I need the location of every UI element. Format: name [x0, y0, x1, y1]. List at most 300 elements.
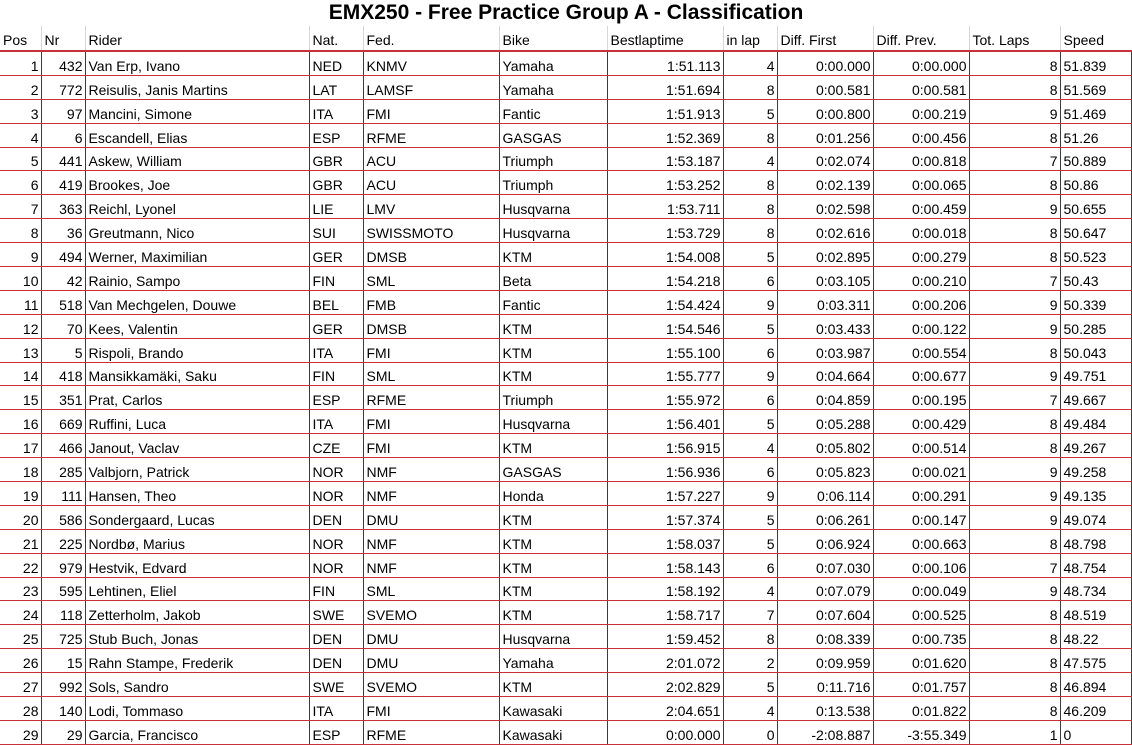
cell-rider: Ruffini, Luca [85, 410, 309, 434]
cell-diff-first: 0:06.924 [777, 529, 873, 553]
cell-pos: 1 [0, 51, 41, 75]
cell-diff-prev: -3:55.349 [873, 720, 969, 744]
cell-nr: 118 [41, 601, 85, 625]
cell-nr: 36 [41, 219, 85, 243]
cell-nat: NED [309, 51, 363, 75]
table-row [0, 697, 1131, 721]
cell-pos: 6 [0, 171, 41, 195]
cell-nr: 5 [41, 338, 85, 362]
cell-nat: GBR [309, 171, 363, 195]
cell-speed: 0 [1060, 720, 1131, 744]
cell-diff-prev: 0:00.147 [873, 505, 969, 529]
cell-fed: DMU [363, 649, 499, 673]
cell-bestlaptime: 1:56.401 [607, 410, 723, 434]
col-header-pos: Pos [0, 26, 41, 51]
cell-speed: 49.135 [1060, 482, 1131, 506]
cell-in-lap: 4 [723, 147, 777, 171]
cell-fed: ACU [363, 171, 499, 195]
cell-in-lap: 6 [723, 553, 777, 577]
cell-tot-laps: 9 [969, 482, 1060, 506]
cell-bike: KTM [499, 673, 607, 697]
cell-rider: Greutmann, Nico [85, 219, 309, 243]
cell-speed: 48.734 [1060, 577, 1131, 601]
cell-diff-prev: 0:00.525 [873, 601, 969, 625]
cell-rider: Brookes, Joe [85, 171, 309, 195]
cell-in-lap: 8 [723, 625, 777, 649]
cell-rider: Escandell, Elias [85, 123, 309, 147]
cell-bestlaptime: 1:51.694 [607, 75, 723, 99]
cell-nr: 979 [41, 553, 85, 577]
cell-pos: 25 [0, 625, 41, 649]
table-row [0, 720, 1131, 744]
cell-fed: LMV [363, 195, 499, 219]
cell-bestlaptime: 1:52.369 [607, 123, 723, 147]
cell-nr: 494 [41, 243, 85, 267]
cell-diff-first: 0:07.030 [777, 553, 873, 577]
cell-diff-first: 0:00.581 [777, 75, 873, 99]
table-row [0, 673, 1131, 697]
cell-pos: 27 [0, 673, 41, 697]
cell-nr: 466 [41, 434, 85, 458]
cell-bike: Kawasaki [499, 697, 607, 721]
table-row [0, 386, 1131, 410]
cell-nat: SWE [309, 601, 363, 625]
cell-fed: NMF [363, 458, 499, 482]
cell-speed: 49.667 [1060, 386, 1131, 410]
col-header-bike: Bike [499, 26, 607, 51]
cell-diff-prev: 0:01.757 [873, 673, 969, 697]
cell-pos: 22 [0, 553, 41, 577]
col-header-tot-laps: Tot. Laps [969, 26, 1060, 51]
cell-nat: FIN [309, 577, 363, 601]
cell-bike: Fantic [499, 290, 607, 314]
page-title: EMX250 - Free Practice Group A - Classification [328, 1, 804, 24]
table-row [0, 338, 1131, 362]
cell-bike: Kawasaki [499, 720, 607, 744]
table-row [0, 601, 1131, 625]
col-header-diff-prev: Diff. Prev. [873, 26, 969, 51]
cell-fed: NMF [363, 482, 499, 506]
cell-nat: ESP [309, 386, 363, 410]
cell-tot-laps: 7 [969, 267, 1060, 291]
cell-bike: Husqvarna [499, 625, 607, 649]
table-row [0, 290, 1131, 314]
cell-nat: DEN [309, 625, 363, 649]
cell-rider: Van Erp, Ivano [85, 51, 309, 75]
cell-pos: 13 [0, 338, 41, 362]
cell-in-lap: 8 [723, 123, 777, 147]
cell-diff-prev: 0:00.122 [873, 314, 969, 338]
cell-bike: KTM [499, 601, 607, 625]
cell-diff-prev: 0:00.818 [873, 147, 969, 171]
cell-bike: KTM [499, 434, 607, 458]
cell-speed: 46.894 [1060, 673, 1131, 697]
cell-pos: 21 [0, 529, 41, 553]
cell-diff-first: 0:08.339 [777, 625, 873, 649]
cell-diff-prev: 0:00.429 [873, 410, 969, 434]
cell-nat: DEN [309, 505, 363, 529]
cell-diff-first: 0:05.823 [777, 458, 873, 482]
cell-nr: 432 [41, 51, 85, 75]
table-row [0, 362, 1131, 386]
cell-nat: SWE [309, 673, 363, 697]
cell-diff-prev: 0:00.459 [873, 195, 969, 219]
cell-bestlaptime: 0:00.000 [607, 720, 723, 744]
table-row [0, 577, 1131, 601]
table-row [0, 410, 1131, 434]
cell-rider: Prat, Carlos [85, 386, 309, 410]
cell-diff-prev: 0:00.291 [873, 482, 969, 506]
cell-fed: NMF [363, 529, 499, 553]
cell-bike: KTM [499, 338, 607, 362]
cell-speed: 46.209 [1060, 697, 1131, 721]
col-header-rider: Rider [85, 26, 309, 51]
cell-fed: SML [363, 267, 499, 291]
cell-bike: Triumph [499, 386, 607, 410]
cell-bike: KTM [499, 243, 607, 267]
cell-diff-prev: 0:00.195 [873, 386, 969, 410]
cell-fed: SVEMO [363, 673, 499, 697]
cell-diff-prev: 0:01.620 [873, 649, 969, 673]
cell-nat: SUI [309, 219, 363, 243]
cell-bike: Fantic [499, 99, 607, 123]
cell-rider: Lodi, Tommaso [85, 697, 309, 721]
cell-diff-first: 0:09.959 [777, 649, 873, 673]
cell-nr: 669 [41, 410, 85, 434]
cell-bestlaptime: 1:53.187 [607, 147, 723, 171]
cell-tot-laps: 8 [969, 123, 1060, 147]
cell-pos: 16 [0, 410, 41, 434]
cell-tot-laps: 9 [969, 195, 1060, 219]
cell-nat: LIE [309, 195, 363, 219]
cell-diff-first: 0:03.105 [777, 267, 873, 291]
cell-tot-laps: 8 [969, 649, 1060, 673]
cell-pos: 18 [0, 458, 41, 482]
cell-diff-first: 0:02.616 [777, 219, 873, 243]
cell-nr: 772 [41, 75, 85, 99]
cell-tot-laps: 9 [969, 290, 1060, 314]
cell-pos: 26 [0, 649, 41, 673]
cell-fed: DMSB [363, 314, 499, 338]
cell-rider: Mansikkamäki, Saku [85, 362, 309, 386]
cell-bike: Yamaha [499, 51, 607, 75]
cell-diff-prev: 0:00.514 [873, 434, 969, 458]
cell-pos: 10 [0, 267, 41, 291]
cell-fed: KNMV [363, 51, 499, 75]
cell-fed: FMI [363, 99, 499, 123]
cell-nr: 225 [41, 529, 85, 553]
cell-pos: 15 [0, 386, 41, 410]
cell-diff-first: -2:08.887 [777, 720, 873, 744]
cell-rider: Lehtinen, Eliel [85, 577, 309, 601]
cell-in-lap: 6 [723, 458, 777, 482]
cell-fed: DMSB [363, 243, 499, 267]
cell-nr: 140 [41, 697, 85, 721]
cell-fed: FMB [363, 290, 499, 314]
cell-fed: SML [363, 577, 499, 601]
cell-pos: 29 [0, 720, 41, 744]
cell-bestlaptime: 1:54.218 [607, 267, 723, 291]
cell-fed: FMI [363, 338, 499, 362]
cell-tot-laps: 7 [969, 553, 1060, 577]
cell-diff-prev: 0:00.021 [873, 458, 969, 482]
cell-nr: 97 [41, 99, 85, 123]
cell-pos: 4 [0, 123, 41, 147]
cell-bestlaptime: 2:01.072 [607, 649, 723, 673]
cell-diff-first: 0:00.000 [777, 51, 873, 75]
cell-in-lap: 7 [723, 601, 777, 625]
cell-rider: Zetterholm, Jakob [85, 601, 309, 625]
cell-diff-prev: 0:00.677 [873, 362, 969, 386]
cell-fed: SWISSMOTO [363, 219, 499, 243]
cell-bestlaptime: 1:58.143 [607, 553, 723, 577]
cell-fed: RFME [363, 123, 499, 147]
cell-tot-laps: 8 [969, 171, 1060, 195]
cell-pos: 19 [0, 482, 41, 506]
col-header-speed: Speed [1060, 26, 1131, 51]
cell-diff-first: 0:06.261 [777, 505, 873, 529]
cell-tot-laps: 8 [969, 601, 1060, 625]
table-row [0, 482, 1131, 506]
cell-tot-laps: 8 [969, 219, 1060, 243]
cell-diff-prev: 0:00.206 [873, 290, 969, 314]
classification-table [0, 26, 1132, 745]
cell-bike: Beta [499, 267, 607, 291]
cell-fed: LAMSF [363, 75, 499, 99]
cell-rider: Stub Buch, Jonas [85, 625, 309, 649]
cell-speed: 48.754 [1060, 553, 1131, 577]
cell-diff-prev: 0:00.210 [873, 267, 969, 291]
cell-rider: Mancini, Simone [85, 99, 309, 123]
cell-nat: GBR [309, 147, 363, 171]
cell-nat: NOR [309, 553, 363, 577]
col-header-in-lap: in lap [723, 26, 777, 51]
cell-bike: KTM [499, 314, 607, 338]
cell-tot-laps: 7 [969, 386, 1060, 410]
cell-diff-first: 0:06.114 [777, 482, 873, 506]
cell-speed: 49.258 [1060, 458, 1131, 482]
cell-in-lap: 9 [723, 362, 777, 386]
cell-bestlaptime: 1:55.777 [607, 362, 723, 386]
cell-pos: 5 [0, 147, 41, 171]
cell-in-lap: 4 [723, 51, 777, 75]
cell-tot-laps: 8 [969, 51, 1060, 75]
cell-tot-laps: 8 [969, 410, 1060, 434]
table-row [0, 219, 1131, 243]
cell-in-lap: 5 [723, 673, 777, 697]
cell-in-lap: 5 [723, 410, 777, 434]
cell-nr: 351 [41, 386, 85, 410]
cell-nat: GER [309, 314, 363, 338]
cell-bestlaptime: 1:51.113 [607, 51, 723, 75]
table-row [0, 553, 1131, 577]
cell-nr: 70 [41, 314, 85, 338]
cell-diff-prev: 0:00.279 [873, 243, 969, 267]
cell-diff-first: 0:05.802 [777, 434, 873, 458]
cell-nr: 111 [41, 482, 85, 506]
cell-diff-prev: 0:00.581 [873, 75, 969, 99]
cell-nr: 419 [41, 171, 85, 195]
cell-speed: 50.285 [1060, 314, 1131, 338]
cell-fed: DMU [363, 505, 499, 529]
cell-rider: Rainio, Sampo [85, 267, 309, 291]
cell-bestlaptime: 1:54.008 [607, 243, 723, 267]
cell-nat: DEN [309, 649, 363, 673]
cell-tot-laps: 8 [969, 697, 1060, 721]
cell-in-lap: 8 [723, 75, 777, 99]
cell-tot-laps: 9 [969, 314, 1060, 338]
cell-in-lap: 9 [723, 290, 777, 314]
cell-diff-first: 0:07.604 [777, 601, 873, 625]
cell-pos: 12 [0, 314, 41, 338]
cell-in-lap: 2 [723, 649, 777, 673]
cell-in-lap: 8 [723, 195, 777, 219]
table-row [0, 75, 1131, 99]
cell-in-lap: 6 [723, 386, 777, 410]
cell-speed: 51.469 [1060, 99, 1131, 123]
cell-pos: 9 [0, 243, 41, 267]
cell-bike: Husqvarna [499, 195, 607, 219]
cell-tot-laps: 9 [969, 505, 1060, 529]
cell-diff-first: 0:13.538 [777, 697, 873, 721]
table-row [0, 147, 1131, 171]
cell-speed: 50.889 [1060, 147, 1131, 171]
cell-nat: ESP [309, 720, 363, 744]
cell-rider: Van Mechgelen, Douwe [85, 290, 309, 314]
cell-tot-laps: 9 [969, 362, 1060, 386]
cell-diff-first: 0:04.664 [777, 362, 873, 386]
cell-nat: ITA [309, 99, 363, 123]
cell-pos: 7 [0, 195, 41, 219]
table-row [0, 434, 1131, 458]
cell-bike: GASGAS [499, 123, 607, 147]
cell-in-lap: 5 [723, 99, 777, 123]
cell-bike: Triumph [499, 147, 607, 171]
table-row [0, 195, 1131, 219]
cell-in-lap: 5 [723, 314, 777, 338]
cell-bestlaptime: 1:54.424 [607, 290, 723, 314]
cell-nat: CZE [309, 434, 363, 458]
cell-speed: 51.839 [1060, 51, 1131, 75]
cell-nr: 15 [41, 649, 85, 673]
cell-bike: KTM [499, 529, 607, 553]
cell-bike: Honda [499, 482, 607, 506]
cell-fed: NMF [363, 553, 499, 577]
cell-in-lap: 5 [723, 243, 777, 267]
cell-in-lap: 6 [723, 267, 777, 291]
cell-in-lap: 8 [723, 219, 777, 243]
cell-speed: 49.751 [1060, 362, 1131, 386]
cell-tot-laps: 8 [969, 529, 1060, 553]
table-row [0, 99, 1131, 123]
cell-pos: 23 [0, 577, 41, 601]
cell-diff-first: 0:02.598 [777, 195, 873, 219]
cell-tot-laps: 9 [969, 458, 1060, 482]
cell-diff-prev: 0:00.735 [873, 625, 969, 649]
cell-speed: 50.339 [1060, 290, 1131, 314]
cell-tot-laps: 1 [969, 720, 1060, 744]
cell-bestlaptime: 1:56.915 [607, 434, 723, 458]
cell-bestlaptime: 1:55.972 [607, 386, 723, 410]
cell-in-lap: 0 [723, 720, 777, 744]
cell-bestlaptime: 1:55.100 [607, 338, 723, 362]
cell-speed: 49.267 [1060, 434, 1131, 458]
cell-speed: 48.22 [1060, 625, 1131, 649]
cell-bike: KTM [499, 577, 607, 601]
cell-rider: Valbjorn, Patrick [85, 458, 309, 482]
cell-in-lap: 5 [723, 505, 777, 529]
cell-bike: Yamaha [499, 75, 607, 99]
col-header-fed: Fed. [363, 26, 499, 51]
cell-in-lap: 4 [723, 577, 777, 601]
cell-nat: BEL [309, 290, 363, 314]
cell-rider: Rahn Stampe, Frederik [85, 649, 309, 673]
cell-diff-prev: 0:00.106 [873, 553, 969, 577]
cell-nat: ITA [309, 697, 363, 721]
table-row [0, 505, 1131, 529]
cell-rider: Garcia, Francisco [85, 720, 309, 744]
cell-speed: 49.074 [1060, 505, 1131, 529]
cell-nat: GER [309, 243, 363, 267]
cell-bestlaptime: 1:59.452 [607, 625, 723, 649]
table-row [0, 314, 1131, 338]
cell-bike: Husqvarna [499, 410, 607, 434]
cell-nat: LAT [309, 75, 363, 99]
cell-in-lap: 8 [723, 171, 777, 195]
cell-nr: 441 [41, 147, 85, 171]
table-body [0, 51, 1131, 744]
cell-nat: NOR [309, 482, 363, 506]
cell-diff-first: 0:02.074 [777, 147, 873, 171]
cell-nr: 42 [41, 267, 85, 291]
cell-bike: GASGAS [499, 458, 607, 482]
cell-rider: Sols, Sandro [85, 673, 309, 697]
cell-tot-laps: 8 [969, 434, 1060, 458]
cell-nat: FIN [309, 267, 363, 291]
cell-bestlaptime: 2:04.651 [607, 697, 723, 721]
cell-rider: Kees, Valentin [85, 314, 309, 338]
cell-bestlaptime: 1:56.936 [607, 458, 723, 482]
cell-speed: 50.043 [1060, 338, 1131, 362]
cell-diff-prev: 0:00.000 [873, 51, 969, 75]
cell-bike: Triumph [499, 171, 607, 195]
cell-rider: Sondergaard, Lucas [85, 505, 309, 529]
cell-nat: ESP [309, 123, 363, 147]
cell-bike: KTM [499, 505, 607, 529]
cell-bestlaptime: 1:53.252 [607, 171, 723, 195]
cell-pos: 8 [0, 219, 41, 243]
cell-diff-prev: 0:00.065 [873, 171, 969, 195]
cell-rider: Reichl, Lyonel [85, 195, 309, 219]
cell-bestlaptime: 1:57.227 [607, 482, 723, 506]
cell-diff-prev: 0:00.456 [873, 123, 969, 147]
cell-diff-prev: 0:00.663 [873, 529, 969, 553]
cell-diff-first: 0:11.716 [777, 673, 873, 697]
cell-in-lap: 5 [723, 529, 777, 553]
cell-tot-laps: 8 [969, 338, 1060, 362]
cell-nr: 725 [41, 625, 85, 649]
table-row [0, 529, 1131, 553]
table-row [0, 243, 1131, 267]
cell-speed: 50.86 [1060, 171, 1131, 195]
cell-diff-prev: 0:00.018 [873, 219, 969, 243]
cell-diff-first: 0:05.288 [777, 410, 873, 434]
cell-speed: 49.484 [1060, 410, 1131, 434]
cell-bestlaptime: 1:51.913 [607, 99, 723, 123]
cell-bestlaptime: 1:54.546 [607, 314, 723, 338]
cell-pos: 24 [0, 601, 41, 625]
cell-speed: 48.519 [1060, 601, 1131, 625]
